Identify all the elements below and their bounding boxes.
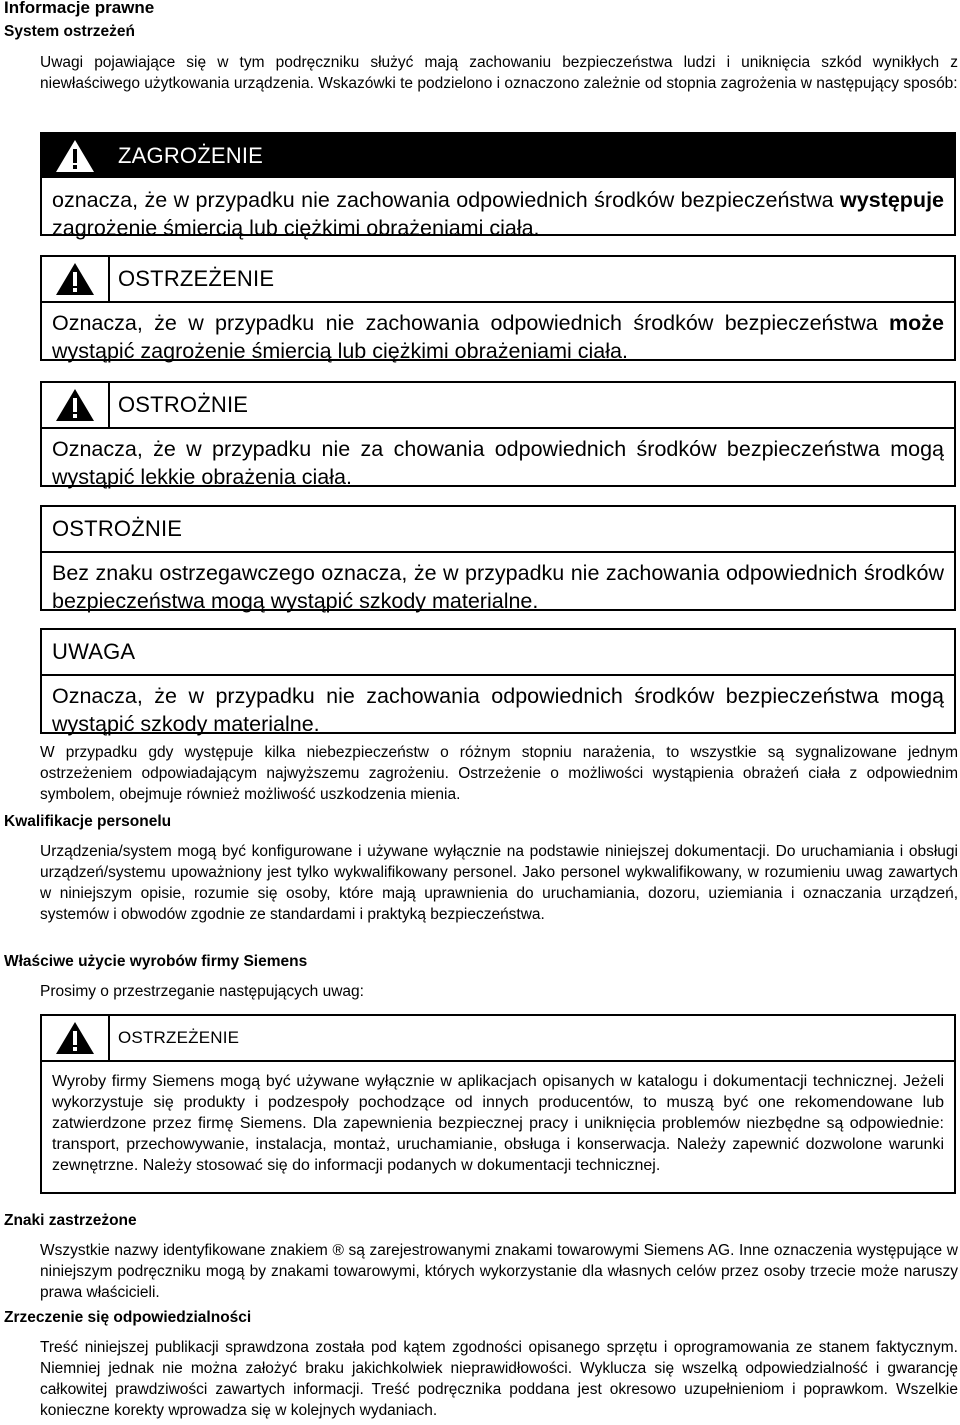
proper-use-icon-cell bbox=[42, 1016, 110, 1060]
notice-header bbox=[42, 630, 954, 676]
proper-use-warning bbox=[40, 1014, 956, 1194]
disclaimer-text: Treść niniejszej publikacji sprawdzona została pod kątem zgodności opisanego sprzętu i oprogramowania ze stanem faktycznym. Niemniej jednak nie można założyć braku jakichkolwiek nieprawidłowości. Wyklucza się wszelką odpowiedzialność i gwarancję całkowitej prawdziwości zawartych informacji. Treść podręcznika poddana jest okresowo uzupełnieniom i poprawkom. Wszelkie konieczne korekty wprowadza się w kolejnych wydaniach. bbox=[40, 1339, 958, 1419]
warning-text-part: Oznacza, że w przypadku nie zachowania odpowiednich środków bezpieczeństwa bbox=[52, 311, 890, 335]
warning-text-part: wystąpić zagrożenie śmiercią lub ciężkimi obrażeniami ciała. bbox=[52, 339, 628, 363]
proper-use-warning-text: Wyroby firmy Siemens mogą być używane wyłącznie w aplikacjach opisanych w katalogu i dokumentacji technicznej. Jeżeli wykorzystuje się produkty i podzespoły pochodzące od innych producentów, to muszą być one rekomendowane lub zatwierdzone przez firmę Siemens. Dla zapewnienia bezpiecznej pracy i uniknięcia problemów niezbędne są odpowiednie: transport, przechowywanie, instalacja, montaż, uruchamianie, obsługa i konserwacja. Należy zapewnić dozwolone warunki zewnętrzne. Należy stosować się do informacji podanych w dokumentacji technicznej. bbox=[52, 1073, 944, 1174]
warning-header bbox=[42, 257, 954, 303]
notice-label: UWAGA bbox=[52, 639, 136, 664]
system-text: Uwagi pojawiające się w tym podręczniku służyć mają zachowaniu bezpieczeństwa ludzi i uniknięcia szkód wynikłych z niewłaściwego użytkowania urządzenia. Wskazówki te podzielono i oznaczono zależnie od stopnia zagrożenia w następujący sposób: bbox=[40, 54, 958, 92]
proper-use-intro: Prosimy o przestrzeganie następujących uwag: bbox=[40, 983, 364, 1000]
caution-plain-text: Bez znaku ostrzegawczego oznacza, że w przypadku nie zachowania odpowiednich środków bezpieczeństwa mogą wystąpić szkody materialne. bbox=[52, 561, 944, 613]
warning-triangle-icon bbox=[55, 262, 95, 296]
warning-notice bbox=[40, 255, 956, 361]
danger-notice bbox=[40, 132, 956, 240]
caution-header bbox=[42, 383, 954, 429]
proper-use-heading: Właściwe użycie wyrobów firmy Siemens bbox=[4, 953, 308, 970]
caution-plain-notice bbox=[40, 505, 956, 611]
personnel-text: Urządzenia/system mogą być konfigurowane i używane wyłącznie na podstawie niniejszej dokumentacji. Do uruchamiania i obsługi urządzeń/systemu upoważniony jest tylko wykwalifikowany personel. Jako personel wykwalifikowany, w rozumieniu uwag zawartych w niniejszym opisie, rozumie się osoby, które mają uprawnienia do uruchamiania, dozoru, uziemiania i oznaczania urządzeń, systemów i obwodów zgodnie ze standardami i praktyką bezpieczeństwa. bbox=[40, 843, 958, 923]
proper-use-warning-label: OSTRZEŻENIE bbox=[118, 1028, 240, 1047]
proper-use-warning-header bbox=[42, 1016, 954, 1062]
trademarks-text: Wszystkie nazwy identyfikowane znakiem ® są zarejestrowanymi znakami towarowymi Siemens AG. Inne oznaczenia występujące w niniejszym podręczniku mogą by znakami towarowymi, których wykorzystanie dla własnych celów przez osoby trzecie może naruszy prawa właścicieli. bbox=[40, 1242, 958, 1301]
danger-text bbox=[42, 178, 954, 248]
caution-icon-cell bbox=[42, 383, 110, 427]
danger-text-part: zagrożenie śmiercią lub ciężkimi obrażeniami ciała. bbox=[52, 216, 540, 240]
notice-notice bbox=[40, 628, 956, 734]
warning-text-emphasis: może bbox=[889, 311, 944, 335]
notice-text: Oznacza, że w przypadku nie zachowania odpowiednich środków bezpieczeństwa mogą wystąpić szkody materialne. bbox=[52, 684, 944, 736]
warning-icon-cell bbox=[42, 257, 110, 301]
page-title: Informacje prawne bbox=[4, 0, 155, 17]
caution-plain-label: OSTROŻNIE bbox=[52, 516, 183, 541]
caution-notice bbox=[40, 381, 956, 487]
danger-text-part: oznacza, że w przypadku nie zachowania odpowiednich środków bezpieczeństwa bbox=[52, 188, 841, 212]
caution-plain-header bbox=[42, 507, 954, 553]
warning-text bbox=[42, 303, 954, 371]
danger-text-emphasis: występuje bbox=[840, 188, 944, 212]
system-heading: System ostrzeżeń bbox=[4, 23, 135, 40]
personnel-heading: Kwalifikacje personelu bbox=[4, 813, 172, 830]
caution-text: Oznacza, że w przypadku nie za chowania odpowiednich środków bezpieczeństwa mogą wystąpić lekkie obrażenia ciała. bbox=[52, 437, 944, 489]
disclaimer-heading: Zrzeczenie się odpowiedzialności bbox=[4, 1309, 252, 1326]
warning-triangle-icon bbox=[55, 388, 95, 422]
warning-label: OSTRZEŻENIE bbox=[118, 266, 275, 291]
danger-icon-cell bbox=[42, 134, 108, 178]
multi-hazard-text: W przypadku gdy występuje kilka niebezpieczeństw o różnym stopniu narażenia, to wszystkie są sygnalizowane jednym ostrzeżeniem odpowiadającym najwyższemu zagrożeniu. Ostrzeżenie o możliwości wystąpienia obrażeń ciała z odpowiednim symbolem, obejmuje również możliwość uszkodzenia mienia. bbox=[40, 744, 958, 803]
danger-label: ZAGROŻENIE bbox=[118, 143, 264, 168]
caution-label: OSTROŻNIE bbox=[118, 392, 249, 417]
warning-triangle-icon bbox=[55, 139, 95, 173]
danger-header bbox=[42, 134, 954, 178]
trademarks-heading: Znaki zastrzeżone bbox=[4, 1212, 137, 1229]
warning-triangle-icon bbox=[55, 1021, 95, 1055]
